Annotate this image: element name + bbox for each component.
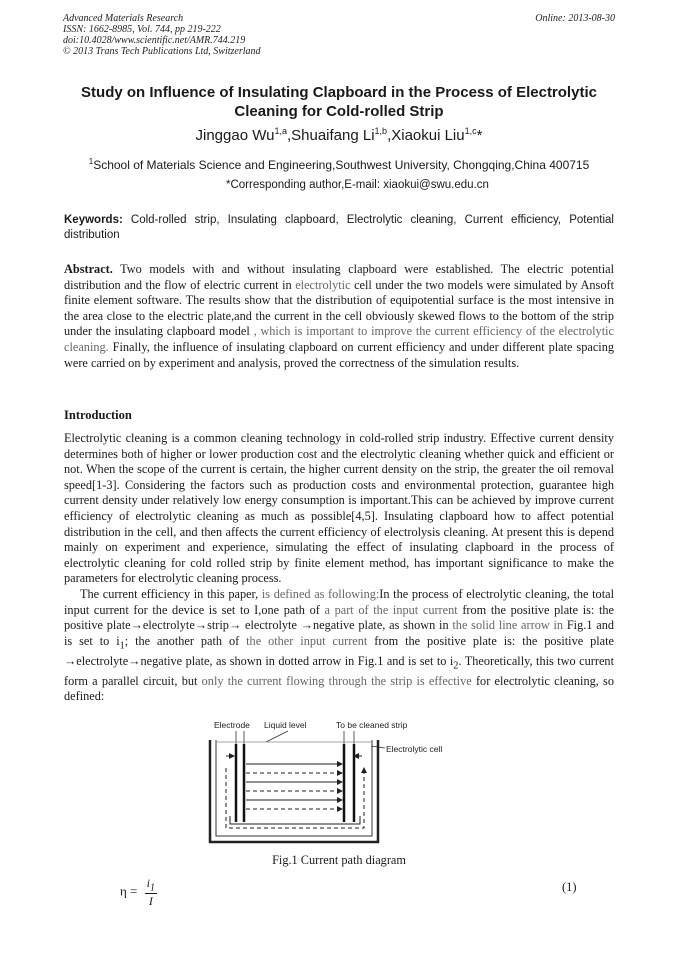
intro-text: Fig.1 and is set to i: [64, 618, 614, 648]
label-electrode: Electrode: [214, 720, 250, 730]
equation-1: [120, 876, 157, 909]
author-name: ,Xiaokui Liu: [387, 127, 465, 144]
author-name: Jinggao Wu: [195, 127, 275, 144]
equation-numerator-text: i: [146, 876, 150, 890]
abstract-text: cell under the two models were simulated by Ansoft finite element software. The results show that the distribution of equipotential surface is the most intensive in the area close to the electric plate,and the current in the cell obviously skewed flows to the bottom of the strip under the insulating clapboard model: [64, 277, 615, 339]
abstract-text: electrolytic: [295, 277, 351, 292]
author-sup: 1,b: [374, 126, 388, 136]
intro-paragraph-2: [64, 587, 614, 705]
keywords-label: Keywords:: [64, 214, 123, 226]
equation-fraction: [145, 876, 157, 909]
intro-text: . Theoretically, this two current form a parallel circuit, but: [64, 653, 614, 688]
corresponding-author: *Corresponding author,E-mail: xiaokui@swu.edu.cn: [226, 179, 489, 191]
figure-caption: Fig.1 Current path diagram: [272, 853, 406, 867]
equation-number: (1): [562, 880, 577, 894]
intro-text: the other input current: [246, 633, 368, 648]
equation-denominator: I: [148, 894, 153, 909]
label-liquid-level: Liquid level: [264, 720, 307, 730]
author-name: ,Shuaifang Li: [286, 127, 375, 144]
equation-numerator: [145, 876, 157, 894]
label-strip: To be cleaned strip: [336, 720, 408, 730]
corresponding-mark: *: [476, 127, 483, 144]
intro-text: from the positive plate is: the positive plate→electrolyte→strip→ electrolyte →negative plate, as shown in: [64, 602, 614, 633]
journal-copyright: © 2013 Trans Tech Publications Ltd, Switzerland: [63, 46, 261, 57]
affiliation-text: School of Materials Science and Engineering,Southwest University, Chongqing,China 400715: [93, 158, 590, 172]
author-sup: 1,c: [464, 126, 477, 136]
keywords-text: Cold-rolled strip, Insulating clapboard, Electrolytic cleaning, Current efficiency, Potential distribution: [64, 214, 614, 241]
abstract-text: Finally, the influence of insulating clapboard on current efficiency and under different plate spacing were carried on by experiment and analysis, proved the correctness of the simulation results.: [64, 339, 614, 370]
intro-text: ; the another path of: [124, 633, 247, 648]
author-sup: 1,a: [274, 126, 287, 136]
intro-text: is defined as following:: [261, 586, 380, 601]
section-heading-introduction: Introduction: [64, 408, 132, 422]
current-path-diagram: [196, 716, 486, 846]
intro-subscript: 1: [119, 640, 125, 652]
intro-text: the solid line arrow in: [452, 618, 564, 633]
intro-text: only the current flowing through the strip is effective: [201, 673, 472, 688]
equation-numerator-sub: 1: [149, 882, 155, 894]
intro-text: for electrolytic cleaning, so defined:: [64, 673, 614, 704]
paper-title: Study on Influence of Insulating Clapboard in the Process of Electrolytic Cleaning for Cold-rolled Strip: [81, 84, 597, 120]
leader-line: [266, 731, 288, 742]
intro-paragraph-1: Electrolytic cleaning is a common cleaning technology in cold-rolled strip industry. Effective current density determines both of higher or lower production cost and the electrolytic cleaning whether quick and efficient or not. When the scope of the current is certain, the higher current density on the strip, the greater the oil removal speed[1-3]. Considering the factors such as production costs and environmental protection, guarantee high current density under relatively low energy consumption is important.This can be achieved by improve current efficiency of electrolytic cleaning as much as possible[4,5]. Insulating clapboard how to affect potential distribution in the cell, and then affects the current efficiency of electrolysis cleaning. At present this is depend mainly on experiment and experience, simulating the effect of insulating clapboard in the process of electrolytic cleaning for cold rolled strip by finite element method, has important significance to make the parameters for electrolytic cleaning process.: [64, 431, 614, 586]
journal-issn: ISSN: 1662-8985, Vol. 744, pp 219-222: [63, 24, 221, 35]
journal-doi[interactable]: doi:10.4028/www.scientific.net/AMR.744.219: [63, 35, 246, 46]
intro-subscript: 2: [453, 660, 459, 672]
cell-inner-wall: [216, 740, 372, 836]
intro-text: from the positive plate is: the positive plate →electrolyte→negative plate, as shown in dotted arrow in Fig.1 and is set to i: [64, 633, 614, 668]
journal-name: Advanced Materials Research: [63, 13, 184, 24]
keywords: [64, 213, 614, 243]
affiliation: [0, 157, 678, 172]
label-electrolytic-cell: Electrolytic cell: [386, 744, 443, 754]
intro-text: a part of the input current: [324, 602, 458, 617]
intro-text: In the process of electrolytic cleaning, the total input current for the device is set to I,one path of: [64, 586, 614, 617]
abstract-label: Abstract.: [64, 262, 113, 276]
equation-lhs: η =: [120, 883, 138, 899]
author-line: [0, 126, 678, 144]
intro-text: The current efficiency in this paper,: [80, 586, 262, 601]
online-date: Online: 2013-08-30: [535, 13, 615, 24]
abstract-text: Two models with and without insulating clapboard were established. The electric potential distribution and the flow of electric current in: [64, 262, 614, 292]
affiliation-sup: 1: [88, 157, 94, 166]
abstract-text: , which is important to improve the current efficiency of the electrolytic cleaning.: [64, 324, 614, 354]
introduction-body: [64, 431, 614, 705]
solid-bottom-path: [230, 816, 360, 824]
journal-header: [63, 13, 261, 57]
abstract: [64, 262, 614, 371]
